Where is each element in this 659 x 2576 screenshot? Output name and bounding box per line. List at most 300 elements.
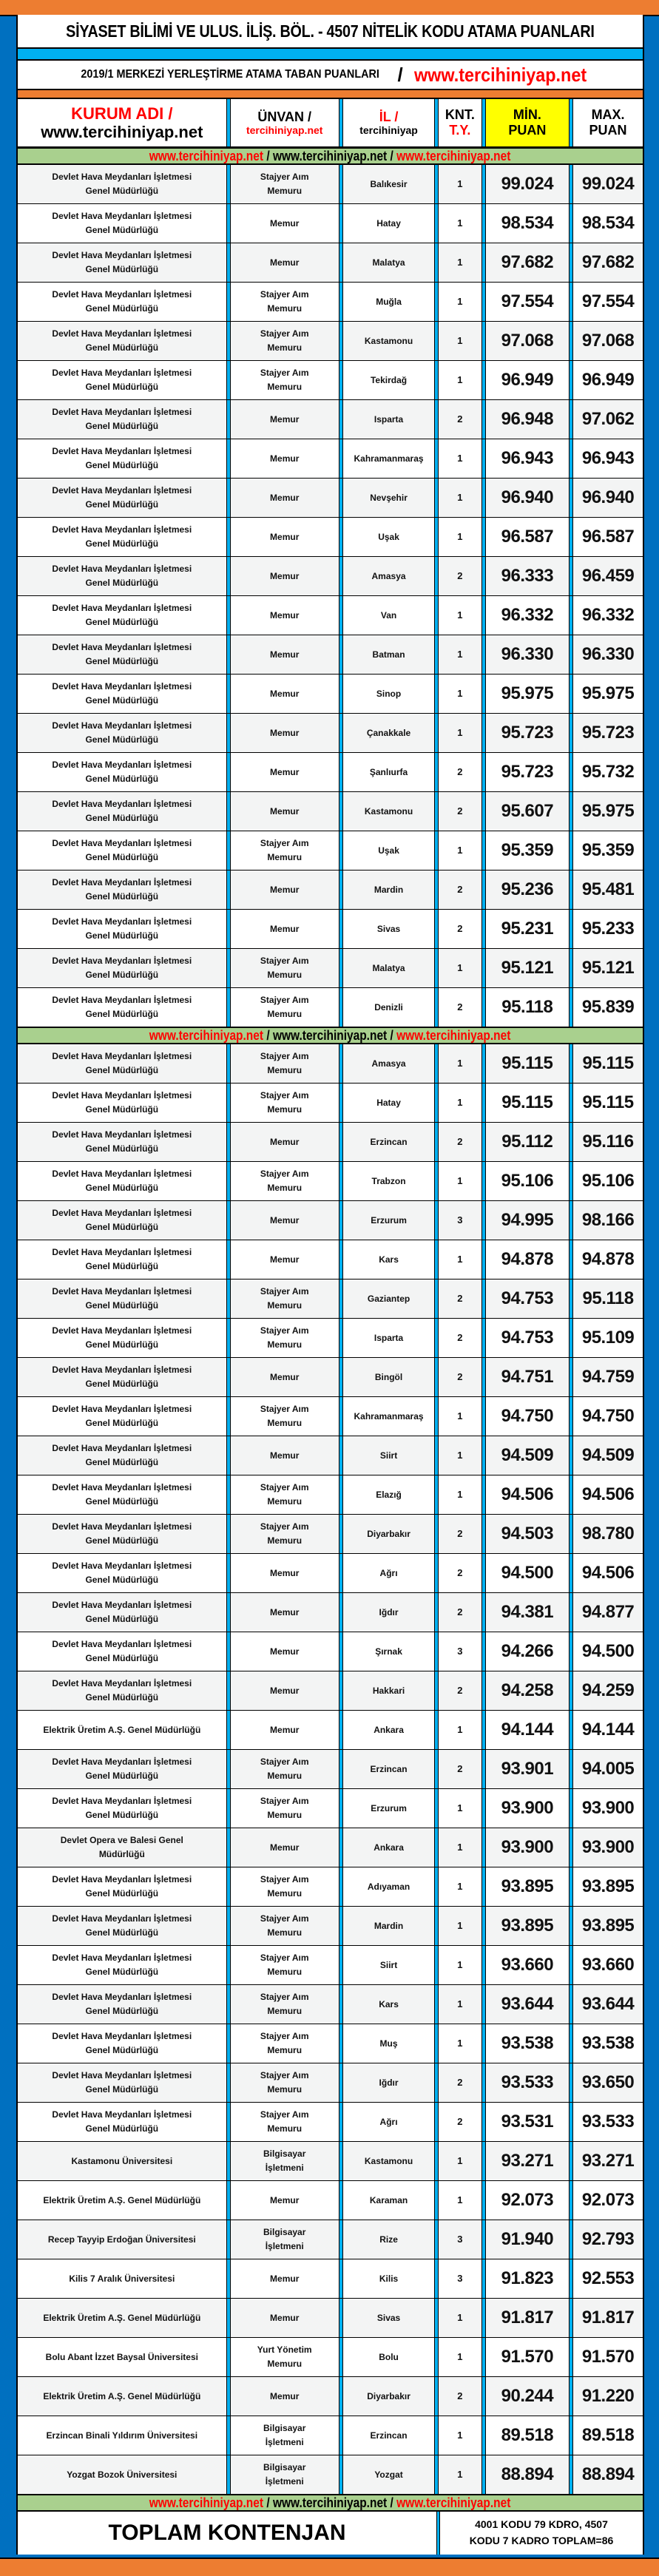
divider-stripe — [18, 90, 643, 99]
cell-min-puan: 95.236 — [501, 879, 554, 900]
cell-unvan: Memur — [270, 257, 300, 268]
cell-il: Rize — [379, 2234, 398, 2245]
cell-min-puan: 94.750 — [501, 1406, 554, 1427]
cell-min-puan: 95.607 — [501, 801, 554, 822]
cell-il: Diyarbakır — [367, 1528, 410, 1539]
cell-knt: 1 — [457, 295, 463, 307]
table-row — [18, 557, 643, 596]
cell-kurum: Devlet Hava Meydanları İşletmesi Genel Müdürlüğü — [52, 250, 192, 274]
table-body — [18, 147, 643, 2495]
cell-max-puan: 99.024 — [581, 174, 635, 195]
table-row — [18, 2024, 643, 2063]
cell-kurum: Devlet Hava Meydanları İşletmesi Genel Müdürlüğü — [52, 1482, 192, 1507]
cell-kurum: Devlet Hava Meydanları İşletmesi Genel Müdürlüğü — [52, 603, 192, 627]
cell-knt: 2 — [457, 1370, 463, 1382]
cell-knt: 1 — [457, 1919, 463, 1931]
col-header-knt: KNT. T.Y. — [445, 107, 475, 138]
cell-unvan: Stajyer Aım Memuru — [260, 1757, 309, 1781]
cell-unvan: Stajyer Aım Memuru — [260, 1913, 309, 1938]
cell-max-puan: 95.109 — [581, 1328, 635, 1348]
cell-kurum: Devlet Hava Meydanları İşletmesi Genel Müdürlüğü — [52, 2031, 192, 2055]
cell-min-puan: 96.948 — [501, 409, 554, 430]
table-row — [18, 2142, 643, 2181]
site-banner: www.tercihiniyap.net / www.tercihiniyap.net / www.tercihiniyap.net — [18, 2494, 643, 2512]
cell-knt: 1 — [457, 2468, 463, 2480]
cell-kurum: Kilis 7 Aralık Üniversitesi — [69, 2273, 175, 2284]
cell-min-puan: 95.723 — [501, 762, 554, 782]
cell-unvan: Stajyer Aım Memuru — [260, 2031, 309, 2055]
cell-min-puan: 95.231 — [501, 919, 554, 939]
cell-kurum: Devlet Hava Meydanları İşletmesi Genel Müdürlüğü — [52, 1286, 192, 1311]
cell-kurum: Devlet Hava Meydanları İşletmesi Genel Müdürlüğü — [52, 760, 192, 784]
cell-knt: 3 — [457, 1214, 463, 1226]
cell-kurum: Devlet Hava Meydanları İşletmesi Genel Müdürlüğü — [52, 1365, 192, 1389]
cell-knt: 2 — [457, 1762, 463, 1774]
cell-kurum: Devlet Hava Meydanları İşletmesi Genel Müdürlüğü — [52, 838, 192, 862]
table-row — [18, 1475, 643, 1515]
table-row — [18, 479, 643, 518]
cell-max-puan: 94.506 — [581, 1484, 635, 1505]
cell-min-puan: 94.878 — [501, 1249, 554, 1270]
cell-unvan: Stajyer Aım Memuru — [260, 1521, 309, 1546]
cell-kurum: Devlet Hava Meydanları İşletmesi Genel Müdürlüğü — [52, 1208, 192, 1232]
cell-knt: 1 — [457, 1958, 463, 1970]
cell-il: Iğdır — [379, 1606, 399, 1617]
cell-knt: 1 — [457, 726, 463, 738]
table-row — [18, 753, 643, 792]
table-row — [18, 1319, 643, 1358]
cell-knt: 1 — [457, 2350, 463, 2362]
cell-il: Balıkesir — [370, 178, 408, 189]
cell-min-puan: 94.144 — [501, 1720, 554, 1740]
table-row — [18, 2377, 643, 2416]
cell-max-puan: 95.106 — [581, 1171, 635, 1191]
cell-kurum: Devlet Hava Meydanları İşletmesi Genel Müdürlüğü — [52, 485, 192, 510]
cell-kurum: Devlet Hava Meydanları İşletmesi Genel Müdürlüğü — [52, 1051, 192, 1075]
cell-il: Isparta — [374, 413, 404, 425]
cell-kurum: Devlet Hava Meydanları İşletmesi Genel Müdürlüğü — [52, 916, 192, 941]
table-row — [18, 204, 643, 243]
cell-kurum: Devlet Hava Meydanları İşletmesi Genel Müdürlüğü — [52, 564, 192, 588]
table-row — [18, 439, 643, 479]
cell-max-puan: 96.330 — [581, 644, 635, 665]
cell-min-puan: 96.330 — [501, 644, 554, 665]
cell-knt: 1 — [457, 1998, 463, 2009]
cell-knt: 1 — [457, 178, 463, 189]
cell-il: Tekirdağ — [370, 374, 408, 385]
subtitle-site-link[interactable]: www.tercihiniyap.net — [413, 63, 587, 86]
cell-il: Mardin — [374, 884, 404, 895]
cell-min-puan: 93.901 — [501, 1759, 554, 1779]
cell-min-puan: 99.024 — [501, 174, 554, 195]
cell-il: Mardin — [374, 1920, 404, 1931]
cell-knt: 1 — [457, 1096, 463, 1108]
cell-max-puan: 94.506 — [581, 1563, 635, 1583]
cell-knt: 1 — [457, 530, 463, 542]
cell-knt: 2 — [457, 1684, 463, 1696]
cell-unvan: Memur — [270, 1646, 300, 1657]
cell-max-puan: 93.895 — [581, 1916, 635, 1936]
cell-min-puan: 93.900 — [501, 1798, 554, 1819]
cell-kurum: Devlet Hava Meydanları İşletmesi Genel Müdürlüğü — [52, 1169, 192, 1193]
cell-il: Kastamonu — [364, 2155, 413, 2166]
cell-max-puan: 94.878 — [581, 1249, 635, 1270]
col-header-min: MİN. PUAN — [486, 99, 570, 146]
cell-il: Sinop — [376, 688, 402, 699]
cell-max-puan: 95.115 — [582, 1053, 634, 1074]
cell-kurum: Devlet Hava Meydanları İşletmesi Genel Müdürlüğü — [52, 1953, 192, 1977]
cell-il: Uşak — [378, 531, 399, 542]
cell-max-puan: 96.943 — [581, 448, 635, 469]
cell-knt: 3 — [457, 2272, 463, 2284]
table-row — [18, 1711, 643, 1750]
cell-knt: 2 — [457, 1566, 463, 1578]
cell-min-puan: 97.554 — [501, 291, 554, 312]
cell-max-puan: 94.259 — [581, 1680, 635, 1701]
cell-min-puan: 94.751 — [501, 1367, 554, 1387]
cell-il: Hakkari — [372, 1685, 405, 1696]
cell-max-puan: 94.509 — [581, 1445, 635, 1466]
cell-max-puan: 95.723 — [581, 723, 635, 743]
cell-unvan: Memur — [270, 1685, 300, 1696]
cell-knt: 2 — [457, 2115, 463, 2127]
cell-max-puan: 96.940 — [581, 487, 635, 508]
page-title: SİYASET BİLİMİ VE ULUS. İLİŞ. BÖL. - 4507 NİTELİK KODU ATAMA PUANLARI — [18, 15, 643, 49]
cell-il: Erzincan — [370, 2430, 408, 2441]
cell-il: Ağrı — [379, 2116, 398, 2127]
cell-unvan: Memur — [270, 413, 300, 425]
cell-unvan: Memur — [270, 531, 300, 542]
cell-min-puan: 91.823 — [501, 2268, 554, 2289]
cell-knt: 2 — [457, 569, 463, 581]
cell-knt: 2 — [457, 765, 463, 777]
cell-kurum: Yozgat Bozok Üniversitesi — [67, 2469, 178, 2480]
table-row — [18, 1515, 643, 1554]
cell-il: Kastamonu — [364, 335, 413, 346]
table-row — [18, 1044, 643, 1084]
cell-min-puan: 95.112 — [501, 1132, 553, 1152]
cell-knt: 1 — [457, 2194, 463, 2205]
table-row — [18, 675, 643, 714]
cell-il: Kahramanmaraş — [354, 453, 424, 464]
cell-kurum: Devlet Hava Meydanları İşletmesi Genel Müdürlüğü — [52, 956, 192, 980]
cell-min-puan: 94.753 — [501, 1288, 554, 1309]
cell-il: Şanlıurfa — [369, 766, 408, 777]
cell-unvan: Stajyer Aım Memuru — [260, 172, 309, 196]
cell-min-puan: 90.244 — [501, 2386, 554, 2407]
cell-max-puan: 94.750 — [581, 1406, 635, 1427]
table-row — [18, 2220, 643, 2259]
cell-unvan: Bilgisayar İşletmeni — [263, 2227, 306, 2251]
cell-kurum: Devlet Hava Meydanları İşletmesi Genel Müdürlüğü — [52, 2109, 192, 2134]
cell-unvan: Memur — [270, 1724, 300, 1735]
cell-min-puan: 96.587 — [501, 527, 554, 547]
cell-kurum: Devlet Hava Meydanları İşletmesi Genel Müdürlüğü — [52, 1129, 192, 1154]
cell-unvan: Memur — [270, 453, 300, 464]
cell-knt: 1 — [457, 1488, 463, 1500]
cell-unvan: Memur — [270, 727, 300, 738]
divider-stripe — [18, 49, 643, 61]
cell-knt: 1 — [457, 1880, 463, 1892]
cell-il: Kilis — [379, 2273, 399, 2284]
col-header-max: MAX. PUAN — [589, 107, 627, 138]
cell-max-puan: 92.793 — [581, 2229, 635, 2250]
cell-min-puan: 89.518 — [501, 2425, 554, 2446]
cell-il: Trabzon — [371, 1175, 406, 1186]
cell-kurum: Elektrik Üretim A.Ş. Genel Müdürlüğü — [43, 2312, 201, 2323]
cell-knt: 1 — [457, 217, 463, 229]
cell-unvan: Stajyer Aım Memuru — [260, 1953, 309, 1977]
cell-unvan: Memur — [270, 884, 300, 895]
cell-il: Adıyaman — [367, 1881, 410, 1892]
cell-min-puan: 98.534 — [501, 213, 554, 234]
cell-il: Çanakkale — [366, 727, 411, 738]
cell-unvan: Stajyer Aım Memuru — [260, 995, 309, 1019]
table-row — [18, 283, 643, 322]
cell-max-puan: 95.121 — [581, 958, 635, 978]
table-row — [18, 1632, 643, 1671]
cell-il: Sivas — [376, 2312, 401, 2323]
cell-kurum: Devlet Hava Meydanları İşletmesi Genel Müdürlüğü — [52, 1796, 192, 1820]
cell-max-puan: 96.459 — [581, 566, 635, 586]
cell-il: Isparta — [374, 1332, 404, 1343]
cell-kurum: Devlet Hava Meydanları İşletmesi Genel Müdürlüğü — [52, 1639, 192, 1663]
cell-max-puan: 91.570 — [581, 2347, 635, 2367]
cell-knt: 1 — [457, 1174, 463, 1186]
cell-knt: 1 — [457, 1410, 463, 1421]
table-row — [18, 1554, 643, 1593]
cell-max-puan: 92.073 — [581, 2190, 635, 2211]
cell-kurum: Devlet Hava Meydanları İşletmesi Genel Müdürlüğü — [52, 172, 192, 196]
cell-knt: 1 — [457, 1723, 463, 1735]
cell-unvan: Bilgisayar İşletmeni — [263, 2462, 306, 2487]
cell-max-puan: 91.220 — [581, 2386, 635, 2407]
cell-min-puan: 91.817 — [501, 2308, 554, 2328]
cell-min-puan: 95.115 — [501, 1053, 553, 1074]
cell-il: Kastamonu — [364, 805, 413, 817]
cell-unvan: Memur — [270, 1136, 300, 1147]
cell-unvan: Stajyer Aım Memuru — [260, 1051, 309, 1075]
cell-il: Nevşehir — [370, 492, 408, 503]
cell-min-puan: 96.943 — [501, 448, 554, 469]
cell-min-puan: 95.118 — [501, 997, 553, 1018]
cell-min-puan: 88.894 — [501, 2464, 554, 2485]
table-row — [18, 518, 643, 557]
cell-kurum: Devlet Hava Meydanları İşletmesi Genel Müdürlüğü — [52, 1325, 192, 1350]
cell-unvan: Yurt Yönetim Memuru — [257, 2345, 312, 2369]
cell-kurum: Bolu Abant İzzet Baysal Üniversitesi — [45, 2351, 198, 2362]
cell-kurum: Devlet Hava Meydanları İşletmesi Genel Müdürlüğü — [52, 1913, 192, 1938]
cell-knt: 2 — [457, 2076, 463, 2088]
cell-kurum: Devlet Hava Meydanları İşletmesi Genel Müdürlüğü — [52, 720, 192, 745]
table-row — [18, 910, 643, 949]
cell-kurum: Devlet Hava Meydanları İşletmesi Genel Müdürlüğü — [52, 681, 192, 706]
cell-knt: 1 — [457, 1057, 463, 1069]
cell-il: Sivas — [376, 923, 401, 934]
cell-kurum: Devlet Hava Meydanları İşletmesi Genel Müdürlüğü — [52, 328, 192, 353]
cell-knt: 3 — [457, 2233, 463, 2245]
table-row — [18, 1240, 643, 1279]
cell-min-puan: 95.359 — [501, 840, 554, 861]
cell-min-puan: 91.570 — [501, 2347, 554, 2367]
table-row — [18, 1397, 643, 1436]
cell-unvan: Memur — [270, 1606, 300, 1617]
cell-kurum: Devlet Hava Meydanları İşletmesi Genel Müdürlüğü — [52, 1678, 192, 1703]
cell-unvan: Memur — [270, 492, 300, 503]
cell-min-puan: 94.266 — [501, 1641, 554, 1662]
total-quota-note: 4001 KODU 79 KDRO, 4507 KODU 7 KADRO TOPLAM=86 — [469, 2518, 614, 2546]
cell-min-puan: 94.503 — [501, 1524, 554, 1544]
cell-min-puan: 96.949 — [501, 370, 554, 391]
cell-max-puan: 93.660 — [581, 1955, 635, 1975]
cell-knt: 2 — [457, 1527, 463, 1539]
table-row — [18, 1867, 643, 1907]
cell-kurum: Devlet Hava Meydanları İşletmesi Genel Müdürlüğü — [52, 211, 192, 235]
cell-kurum: Devlet Hava Meydanları İşletmesi Genel Müdürlüğü — [52, 799, 192, 823]
cell-il: Denizli — [374, 1001, 403, 1013]
cell-knt: 1 — [457, 256, 463, 268]
cell-max-puan: 93.900 — [581, 1798, 635, 1819]
cell-il: Uşak — [378, 845, 399, 856]
table-row — [18, 1436, 643, 1475]
cell-max-puan: 98.534 — [581, 213, 635, 234]
cell-il: Muş — [379, 2038, 398, 2049]
top-orange-band — [0, 0, 659, 16]
cell-min-puan: 93.644 — [501, 1994, 554, 2015]
cell-unvan: Stajyer Aım Memuru — [260, 1796, 309, 1820]
cell-knt: 2 — [457, 1331, 463, 1343]
cell-knt: 1 — [457, 2311, 463, 2323]
subtitle-text: 2019/1 MERKEZİ YERLEŞTİRME ATAMA TABAN PUANLARI — [81, 68, 380, 81]
cell-il: Iğdır — [379, 2077, 399, 2088]
table-row — [18, 2338, 643, 2377]
cell-unvan: Stajyer Aım Memuru — [260, 2109, 309, 2134]
cell-knt: 2 — [457, 1001, 463, 1013]
cell-min-puan: 93.660 — [501, 1955, 554, 1975]
cell-il: Hatay — [376, 1097, 401, 1108]
cell-unvan: Memur — [270, 1254, 300, 1265]
cell-il: Kars — [379, 1254, 399, 1265]
cell-min-puan: 96.940 — [501, 487, 554, 508]
cell-max-puan: 97.554 — [581, 291, 635, 312]
cell-il: Ankara — [374, 1842, 404, 1853]
cell-unvan: Memur — [270, 1842, 300, 1853]
cell-unvan: Memur — [270, 1567, 300, 1578]
cell-min-puan: 96.332 — [501, 605, 554, 626]
table-row — [18, 1828, 643, 1867]
cell-kurum: Devlet Hava Meydanları İşletmesi Genel Müdürlüğü — [52, 2070, 192, 2095]
table-row — [18, 361, 643, 400]
cell-il: Malatya — [372, 962, 405, 973]
cell-max-puan: 93.644 — [581, 1994, 635, 2015]
cell-min-puan: 94.500 — [501, 1563, 554, 1583]
table-row — [18, 714, 643, 753]
cell-min-puan: 93.895 — [501, 1876, 554, 1897]
table-row — [18, 1358, 643, 1397]
cell-max-puan: 91.817 — [581, 2308, 635, 2328]
cell-knt: 1 — [457, 2154, 463, 2166]
cell-unvan: Memur — [270, 2390, 300, 2401]
site-banner: www.tercihiniyap.net / www.tercihiniyap.net / www.tercihiniyap.net — [18, 1027, 643, 1044]
table-row — [18, 1946, 643, 1985]
cell-max-puan: 92.553 — [581, 2268, 635, 2289]
table-row — [18, 400, 643, 439]
cell-max-puan: 93.900 — [581, 1837, 635, 1858]
cell-kurum: Kastamonu Üniversitesi — [71, 2155, 173, 2166]
cell-min-puan: 95.121 — [501, 958, 554, 978]
cell-il: Batman — [372, 649, 405, 660]
cell-min-puan: 93.900 — [501, 1837, 554, 1858]
total-quota-title: TOPLAM KONTENJAN — [108, 2521, 346, 2545]
cell-unvan: Memur — [270, 217, 300, 229]
cell-knt: 1 — [457, 687, 463, 699]
cell-kurum: Devlet Hava Meydanları İşletmesi Genel Müdürlüğü — [52, 1521, 192, 1546]
cell-knt: 2 — [457, 2390, 463, 2401]
cell-unvan: Memur — [270, 570, 300, 581]
cell-kurum: Devlet Hava Meydanları İşletmesi Genel Müdürlüğü — [52, 995, 192, 1019]
table-row — [18, 1750, 643, 1789]
cell-knt: 2 — [457, 1606, 463, 1617]
table-row — [18, 1279, 643, 1319]
table-row — [18, 1985, 643, 2024]
table-row — [18, 1789, 643, 1828]
cell-min-puan: 94.381 — [501, 1602, 554, 1623]
cell-unvan: Memur — [270, 2312, 300, 2323]
cell-knt: 1 — [457, 1449, 463, 1461]
cell-knt: 1 — [457, 1841, 463, 1853]
cell-knt: 1 — [457, 2037, 463, 2049]
cell-il: Malatya — [372, 257, 405, 268]
table-row — [18, 1084, 643, 1123]
table-row — [18, 949, 643, 988]
cell-kurum: Devlet Hava Meydanları İşletmesi Genel Müdürlüğü — [52, 446, 192, 470]
cell-kurum: Devlet Hava Meydanları İşletmesi Genel Müdürlüğü — [52, 407, 192, 431]
cell-unvan: Memur — [270, 688, 300, 699]
cell-max-puan: 94.877 — [581, 1602, 635, 1623]
cell-max-puan: 89.518 — [581, 2425, 635, 2446]
cell-knt: 2 — [457, 805, 463, 817]
cell-max-puan: 95.118 — [582, 1288, 634, 1309]
cell-max-puan: 97.068 — [581, 331, 635, 351]
cell-kurum: Devlet Hava Meydanları İşletmesi Genel Müdürlüğü — [52, 1443, 192, 1467]
cell-il: Amasya — [371, 570, 406, 581]
cell-kurum: Devlet Hava Meydanları İşletmesi Genel Müdürlüğü — [52, 1874, 192, 1899]
table-row — [18, 871, 643, 910]
cell-il: Gaziantep — [367, 1293, 410, 1304]
cell-min-puan: 92.073 — [501, 2190, 554, 2211]
cell-il: Erzurum — [371, 1214, 407, 1226]
cell-min-puan: 97.682 — [501, 252, 554, 273]
col-header-kurum: KURUM ADI / www.tercihiniyap.net — [41, 104, 203, 141]
cell-min-puan: 95.106 — [501, 1171, 554, 1191]
cell-min-puan: 94.258 — [501, 1680, 554, 1701]
cell-max-puan: 96.587 — [581, 527, 635, 547]
cell-min-puan: 94.753 — [501, 1328, 554, 1348]
cell-il: Kars — [379, 1998, 399, 2009]
cell-max-puan: 95.481 — [581, 879, 635, 900]
cell-unvan: Stajyer Aım Memuru — [260, 956, 309, 980]
cell-il: Erzincan — [370, 1763, 408, 1774]
cell-unvan: Stajyer Aım Memuru — [260, 328, 309, 353]
cell-il: Diyarbakır — [367, 2390, 410, 2401]
cell-knt: 1 — [457, 648, 463, 660]
cell-kurum: Erzincan Binali Yıldırım Üniversitesi — [46, 2430, 198, 2441]
table-row — [18, 2259, 643, 2299]
table-row — [18, 322, 643, 361]
cell-max-puan: 94.759 — [581, 1367, 635, 1387]
table-row — [18, 1671, 643, 1711]
col-header-il: İL / tercihiniyap — [359, 109, 418, 137]
